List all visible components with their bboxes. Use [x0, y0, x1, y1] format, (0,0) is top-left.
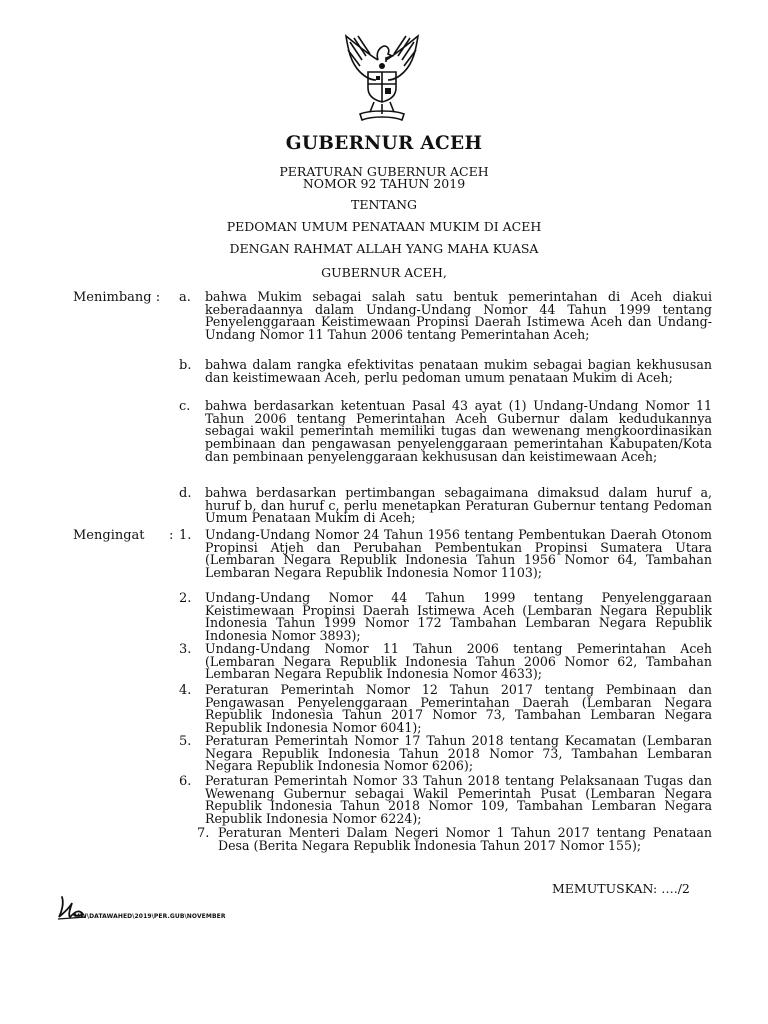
item-marker: 4. — [179, 683, 192, 698]
mengingat-colon: : — [169, 528, 174, 543]
item-text: Peraturan Pemerintah Nomor 17 Tahun 2018 tentang Kecamatan (Lembaran Negara Republik Indonesia Tahun 2018 Nomor 73, Tambahan Lembaran Negara Republik Indonesia Nomor 6206); — [205, 733, 712, 774]
item-marker: 7. — [197, 826, 210, 841]
item-marker: a. — [179, 290, 191, 305]
item-marker: 5. — [179, 734, 192, 749]
item-marker: 6. — [179, 774, 192, 789]
item-text: Undang-Undang Nomor 24 Tahun 1956 tentang Pembentukan Daerah Otonom Propinsi Atjeh dan Perubahan Pembentukan Propinsi Sumatera Utara (Lembaran Negara Republik Indonesia Tahun 1956 Nomor 64, Tambahan Lembaran Negara Republik Indonesia Nomor 1103); — [205, 527, 712, 581]
item-marker: 2. — [179, 591, 192, 606]
regulation-number: NOMOR 92 TAHUN 2019 — [302, 176, 466, 191]
item-text: bahwa Mukim sebagai salah satu bentuk pemerintahan di Aceh diakui keberadaannya dalam Undang-Undang Nomor 44 Tahun 1999 tentang Penyelenggaraan Keistimewaan Propinsi Daerah Istimewa Aceh dan Undang-Undang Nomor 11 Tahun 2006 tentang Pemerintahan Aceh; — [205, 289, 712, 343]
menimbang-label: Menimbang : — [73, 290, 161, 305]
item-marker: b. — [179, 358, 192, 373]
governor-line: GUBERNUR ACEH, — [321, 265, 447, 280]
file-path-label: MW\DATAWAHED\2019\PER.GUB\NOVEMBER — [74, 913, 226, 920]
next-page-marker: MEMUTUSKAN: …./2 — [552, 881, 690, 896]
item-marker: c. — [179, 399, 191, 414]
blessing-line: DENGAN RAHMAT ALLAH YANG MAHA KUASA — [229, 241, 539, 256]
item-text: Undang-Undang Nomor 44 Tahun 1999 tentang Penyelenggaraan Keistimewaan Propinsi Daerah Istimewa Aceh (Lembaran Negara Republik Indonesia Tahun 1999 Nomor 172 Tambahan Lembaran Negara Republik Indonesia Nomor 3893); — [205, 590, 712, 644]
item-marker: 3. — [179, 642, 192, 657]
governor-title: GUBERNUR ACEH — [285, 133, 483, 154]
regulation-title — [0, 166, 768, 190]
regulation-title-line1: PERATURAN GUBERNUR ACEH — [279, 164, 489, 179]
tentang-label: TENTANG — [350, 197, 417, 212]
item-text: Peraturan Pemerintah Nomor 33 Tahun 2018 tentang Pelaksanaan Tugas dan Wewenang Gubernur sebagai Wakil Pemerintah Pusat (Lembaran Negara Republik Indonesia Tahun 2018 Nomor 109, Tambahan Lembaran Negara Republik Indonesia Nomor 6224); — [205, 773, 712, 827]
item-text: Peraturan Menteri Dalam Negeri Nomor 1 Tahun 2017 tentang Penataan Desa (Berita Negara Republik Indonesia Tahun 2017 Nomor 155); — [218, 825, 712, 853]
item-text: Undang-Undang Nomor 11 Tahun 2006 tentang Pemerintahan Aceh (Lembaran Negara Republik Indonesia Tahun 2006 Nomor 62, Tambahan Lembaran Negara Republik Indonesia Nomor 4633); — [205, 641, 712, 682]
garuda-emblem-icon — [334, 26, 430, 124]
item-text: bahwa dalam rangka efektivitas penataan mukim sebagai bagian kekhususan dan keistimewaan Aceh, perlu pedoman umum penataan Mukim di Aceh; — [205, 357, 712, 385]
item-text: Peraturan Pemerintah Nomor 12 Tahun 2017 tentang Pembinaan dan Pengawasan Penyelenggaraan Pemerintahan Daerah (Lembaran Negara Republik Indonesia Tahun 2017 Nomor 73, Tambahan Lembaran Negara Republik Indonesia Nomor 6041); — [205, 682, 712, 736]
regulation-subject: PEDOMAN UMUM PENATAAN MUKIM DI ACEH — [226, 219, 542, 234]
item-text: bahwa berdasarkan pertimbangan sebagaimana dimaksud dalam huruf a, huruf b, dan huruf c, perlu menetapkan Peraturan Gubernur tentang Pedoman Umum Penataan Mukim di Aceh; — [205, 485, 712, 526]
item-text: bahwa berdasarkan ketentuan Pasal 43 ayat (1) Undang-Undang Nomor 11 Tahun 2006 tentang Pemerintahan Aceh Gubernur dalam kedudukannya sebagai wakil pemerintah memiliki tugas dan wewenang mengkoordinasikan pembinaan dan pengawasan penyelenggaraan pemerintahan Kabupaten/Kota dan pembinaan penyelenggaraan kekhususan dan keistimewaan Aceh; — [205, 398, 712, 464]
item-marker: 1. — [179, 528, 192, 543]
item-marker: d. — [179, 486, 192, 501]
mengingat-label: Mengingat — [73, 528, 145, 543]
